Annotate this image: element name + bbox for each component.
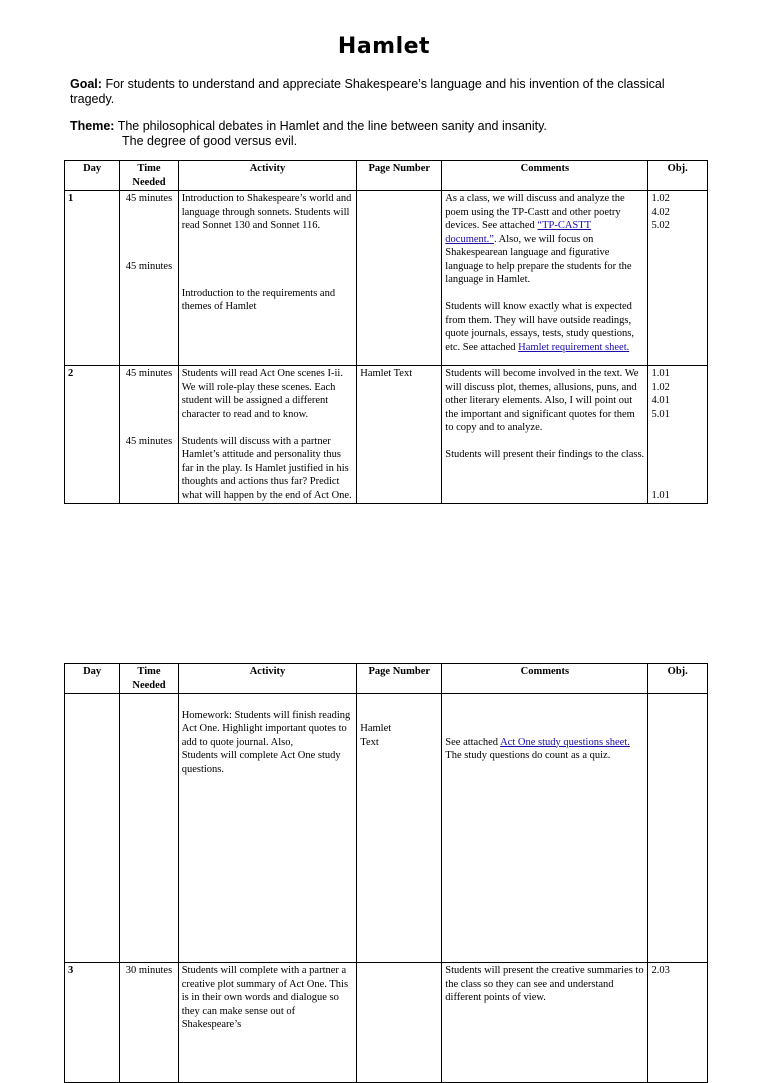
- time-cell: [120, 191, 178, 366]
- time-cell: 30 minutes: [120, 963, 178, 1083]
- header-page-number: Page Number: [357, 664, 442, 694]
- lesson-table-2: [64, 663, 708, 1083]
- goal-label: Goal:: [70, 77, 102, 91]
- time-value: 45 minutes: [125, 193, 173, 204]
- header-comments: Comments: [442, 664, 648, 694]
- activity-cell: Students will complete with a partner a creative plot summary of Act One. This is in their own words and dialogue so they can make sense out of Shakespeare’s: [178, 963, 357, 1083]
- table-header-row: [65, 664, 708, 694]
- header-page-number: Page Number: [357, 161, 442, 191]
- comments-cell: Students will present the creative summaries to the class so they can see and understand different points of view.: [442, 963, 648, 1083]
- table-row: [65, 366, 708, 504]
- comments-cell: [442, 366, 648, 504]
- header-activity: Activity: [178, 161, 357, 191]
- obj-cell: [648, 366, 708, 504]
- obj-value: 4.02: [651, 206, 670, 218]
- theme-line-2: The degree of good versus evil.: [122, 134, 298, 148]
- obj-value: 1.01: [651, 489, 670, 501]
- comment-text: Students will become involved in the text. We will discuss plot, themes, allusions, puns, and other literary elements. Also, I will point out the important and significant quotes for them to copy and to analyze.: [445, 368, 639, 433]
- obj-cell: 2.03: [648, 963, 708, 1083]
- time-cell: [120, 366, 178, 504]
- activity-text: Homework: Students will finish reading Act One. Highlight important quotes to add to quote journal. Also,: [181, 709, 351, 748]
- page-number-cell: [357, 963, 442, 1083]
- obj-value: 1.01: [651, 368, 670, 379]
- header-time: Time Needed: [120, 664, 178, 694]
- comments-cell: [442, 191, 648, 366]
- header-day: Day: [65, 664, 120, 694]
- goal-paragraph: [70, 77, 710, 107]
- theme-line-1: The philosophical debates in Hamlet and the line between sanity and insanity.: [117, 119, 547, 133]
- comment-text: Students will present their findings to the class.: [445, 449, 645, 460]
- activity-cell: [178, 191, 357, 366]
- comment-text: As a class, we will discuss and analyze the poem using the TP-Castt and other poetry devices. See attached “TP-CASTT document.”. Also, we will focus on Shakespearean language and figurative language to help prepare the students for the language in Hamlet.: [445, 193, 632, 285]
- hamlet-requirement-sheet-link[interactable]: Hamlet requirement sheet.: [518, 341, 630, 353]
- day-cell: 1: [65, 191, 120, 366]
- header-day: Day: [65, 161, 120, 191]
- act-one-study-questions-link[interactable]: Act One study questions sheet.: [500, 736, 630, 748]
- theme-paragraph: [70, 119, 710, 149]
- page-number-text: Hamlet Text: [360, 723, 392, 748]
- theme-label: Theme:: [70, 119, 115, 133]
- obj-value: 5.02: [651, 220, 670, 231]
- comment-text: Students will know exactly what is expected from them. They will have outside readings, quote journals, essays, tests, study questions, etc. See attached Hamlet requirement sheet.: [445, 301, 634, 353]
- header-obj: Obj.: [648, 161, 708, 191]
- time-cell: [120, 694, 178, 963]
- obj-cell: [648, 694, 708, 963]
- page-number-cell: Hamlet Text: [357, 366, 442, 504]
- obj-value: 1.02: [651, 381, 670, 393]
- comments-cell: [442, 694, 648, 963]
- activity-cell: [178, 366, 357, 504]
- activity-text: Introduction to the requirements and themes of Hamlet: [181, 287, 336, 312]
- tp-castt-document-link[interactable]: “TP-CASTT document.”: [445, 220, 592, 245]
- obj-value: 1.02: [651, 193, 670, 204]
- lesson-table-1: [64, 160, 708, 504]
- header-obj: Obj.: [648, 664, 708, 694]
- activity-text: Introduction to Shakespeare’s world and language through sonnets. Students will read Sonnet 130 and Sonnet 116.: [181, 193, 352, 231]
- table-row: [65, 694, 708, 963]
- obj-cell: [648, 191, 708, 366]
- header-comments: Comments: [442, 161, 648, 191]
- time-value: 45 minutes: [125, 368, 173, 379]
- header-activity: Activity: [178, 664, 357, 694]
- activity-text: Students will discuss with a partner Hamlet’s attitude and personality thus far in the play. Is Hamlet justified in his thoughts and actions thus far? Predict what will happen by the end of Act One.: [181, 435, 352, 501]
- obj-value: 5.01: [651, 408, 670, 420]
- page-number-cell: [357, 694, 442, 963]
- time-value: 45 minutes: [125, 260, 173, 272]
- day-cell: [65, 694, 120, 963]
- goal-text: For students to understand and appreciate Shakespeare’s language and his invention of the classical tragedy.: [70, 77, 665, 106]
- table-row: [65, 963, 708, 1083]
- document-title: Hamlet: [337, 34, 431, 59]
- header-time: Time Needed: [120, 161, 178, 191]
- page-number-cell: [357, 191, 442, 366]
- activity-text: Students will complete Act One study questions.: [181, 750, 341, 775]
- day-cell: 3: [65, 963, 120, 1083]
- table-row: [65, 191, 708, 366]
- time-value: 45 minutes: [125, 435, 173, 447]
- comment-text: See attached Act One study questions sheet. The study questions do count as a quiz.: [445, 736, 630, 761]
- activity-text: Students will read Act One scenes I-ii. We will role-play these scenes. Each student will be assigned a different character to read and to know.: [181, 368, 343, 420]
- table-header-row: [65, 161, 708, 191]
- day-cell: 2: [65, 366, 120, 504]
- obj-value: 4.01: [651, 395, 670, 406]
- activity-cell: [178, 694, 357, 963]
